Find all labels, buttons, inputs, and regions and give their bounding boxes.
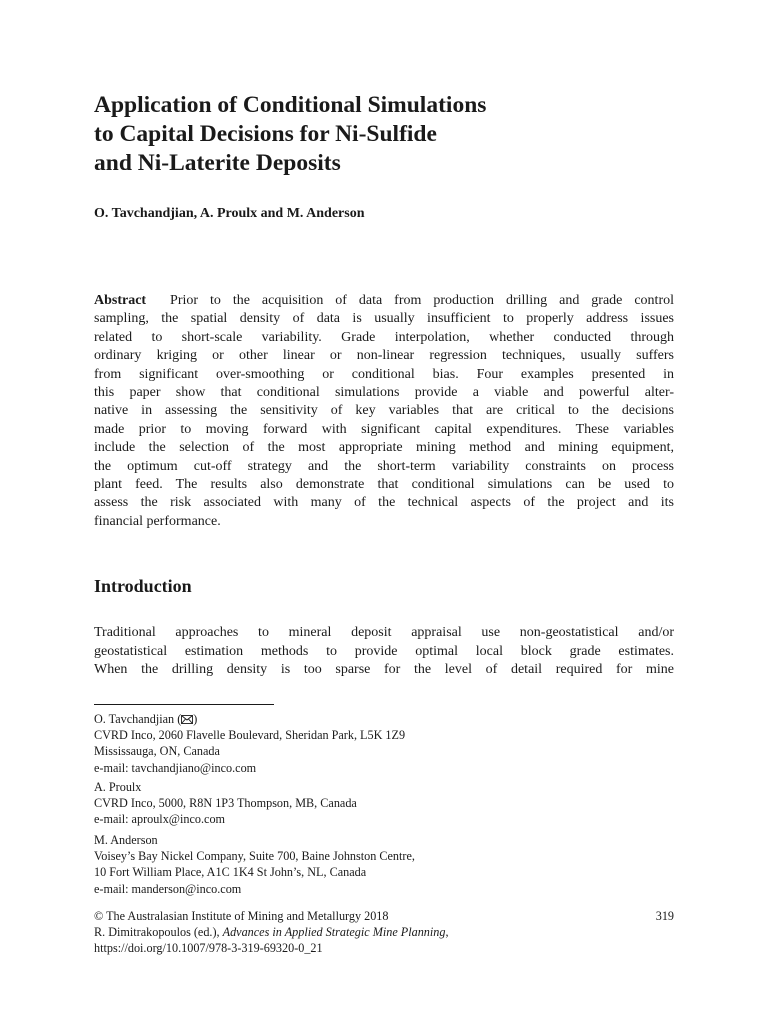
abstract-label: Abstract xyxy=(94,293,147,308)
affiliation-address: CVRD Inco, 5000, R8N 1P3 Thompson, MB, Canada xyxy=(94,796,357,811)
affiliation-email[interactable]: e-mail: tavchandjiano@inco.com xyxy=(94,760,257,775)
affiliation-address: CVRD Inco, 2060 Flavelle Boulevard, Sheridan Park, L5K 1Z9 xyxy=(94,728,406,743)
affiliation-name: A. Proulx xyxy=(94,780,142,794)
section-heading-introduction: Introduction xyxy=(94,576,192,596)
title-line: to Capital Decisions for Ni-Sulfide xyxy=(94,121,437,147)
book-title: Advances in Applied Strategic Mine Planning xyxy=(222,925,446,940)
affiliation-address: Voisey’s Bay Nickel Company, Suite 700, Baine Johnston Centre, xyxy=(94,849,415,864)
abstract-line: related to short-scale variability. Grade interpolation, whether conducted through xyxy=(94,329,674,345)
affiliation-name: O. Tavchandjian ( ) xyxy=(94,712,198,726)
abstract-line: sampling, the spatial density of data is usually insufficient to properly address issues xyxy=(94,311,674,327)
intro-line: geostatistical estimation methods to provide optimal local block grade estimates. xyxy=(94,643,674,659)
abstract-line: from significant over-smoothing or conditional bias. Four examples presented in xyxy=(94,366,674,382)
title-line: and Ni-Laterite Deposits xyxy=(94,150,341,176)
abstract xyxy=(94,292,674,531)
affiliation-address: Mississauga, ON, Canada xyxy=(94,744,220,759)
intro-line: When the drilling density is too sparse for the level of detail required for mine xyxy=(94,662,674,677)
title-line: Application of Conditional Simulations xyxy=(94,92,487,118)
abstract-line: ordinary kriging or other linear or non-linear regression techniques, usually suffers xyxy=(94,348,674,364)
page-number: 319 xyxy=(655,909,674,923)
intro-line: Traditional approaches to mineral deposit appraisal use non-geostatistical and/or xyxy=(94,625,674,640)
affiliation-proulx xyxy=(94,779,654,828)
envelope-icon[interactable] xyxy=(181,715,193,724)
abstract-line xyxy=(94,292,674,310)
author-list: O. Tavchandjian, A. Proulx and M. Anderson xyxy=(94,206,365,221)
abstract-line: financial performance. xyxy=(94,513,221,529)
abstract-text: Prior to the acquisition of data from production drilling and grade control xyxy=(170,293,674,308)
footnote-divider xyxy=(94,704,274,705)
abstract-line: the optimum cut-off strategy and the short-term variability constraints on process xyxy=(94,458,674,474)
affiliation-email[interactable]: e-mail: manderson@inco.com xyxy=(94,881,242,896)
paper-title xyxy=(94,91,654,178)
publication-footer xyxy=(94,908,674,957)
abstract-line: assess the risk associated with many of the technical aspects of the project and its xyxy=(94,495,674,511)
abstract-line: native in assessing the sensitivity of key variables that are critical to the decisions xyxy=(94,403,674,419)
abstract-line: made prior to moving forward with significant capital expenditures. These variables xyxy=(94,421,674,437)
abstract-line: plant feed. The results also demonstrate that conditional simulations can be used to xyxy=(94,477,674,493)
affiliation-email[interactable]: e-mail: aproulx@inco.com xyxy=(94,812,226,827)
copyright-notice: © The Australasian Institute of Mining and Metallurgy 2018 xyxy=(94,909,389,923)
doi-link[interactable]: https://doi.org/10.1007/978-3-319-69320-0_21 xyxy=(94,941,323,956)
affiliation-address: 10 Fort William Place, A1C 1K4 St John’s, NL, Canada xyxy=(94,865,367,880)
abstract-line: this paper show that conditional simulations provide a viable and powerful alter- xyxy=(94,385,674,401)
affiliation-name: M. Anderson xyxy=(94,833,158,847)
citation: R. Dimitrakopoulos (ed.), Advances in Applied Strategic Mine Planning, xyxy=(94,925,449,940)
introduction-text xyxy=(94,624,674,680)
affiliation-tavchandjian xyxy=(94,711,654,776)
abstract-line: include the selection of the most appropriate mining method and mining equipment, xyxy=(94,440,674,456)
affiliation-anderson xyxy=(94,832,654,897)
